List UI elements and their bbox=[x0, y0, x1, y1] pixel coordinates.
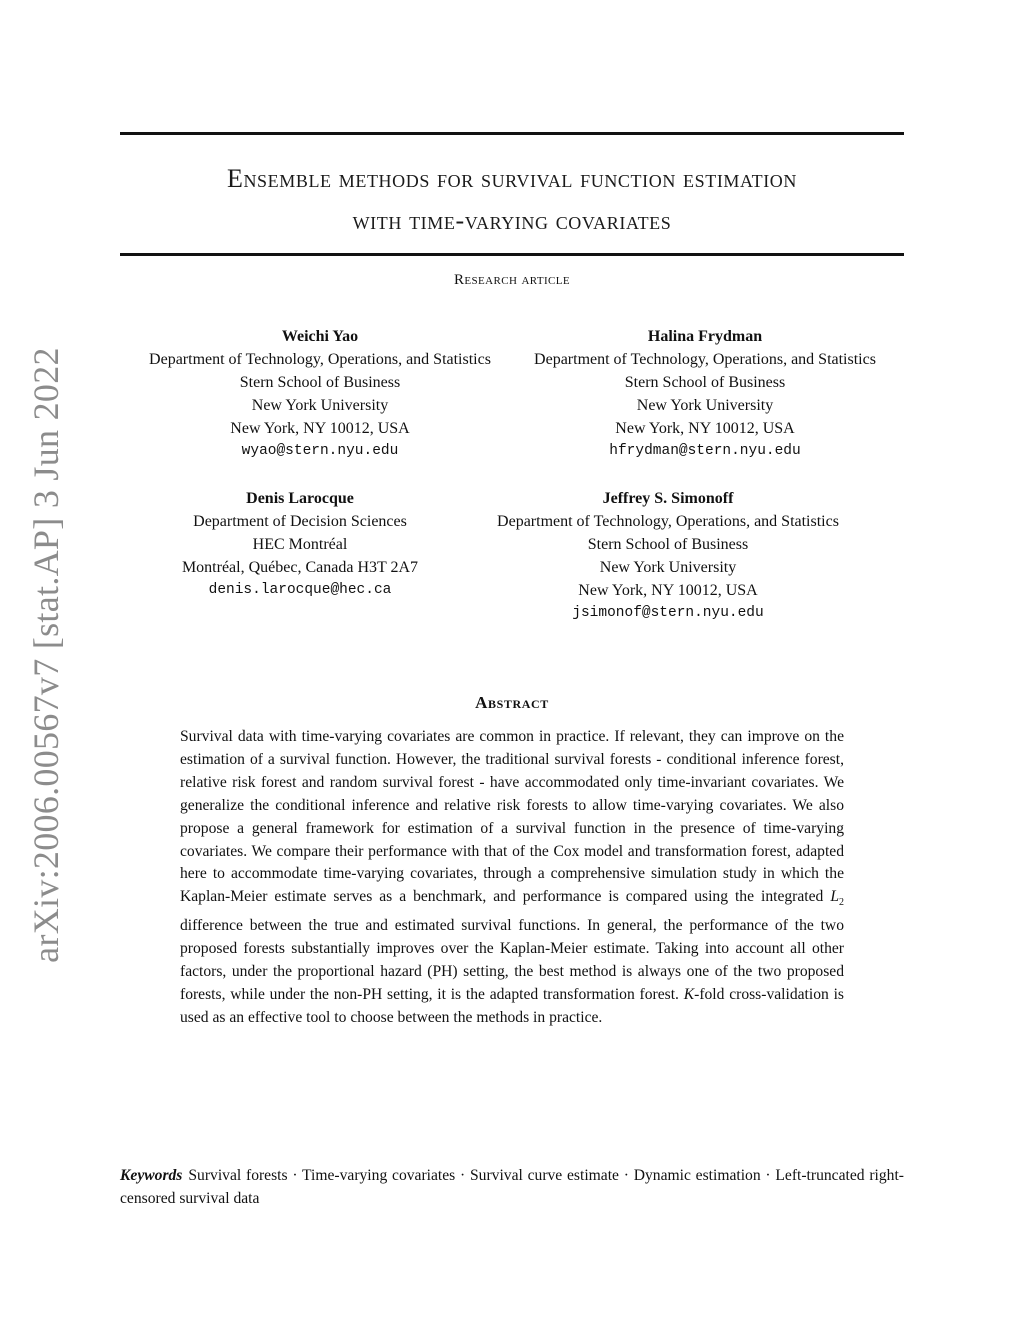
author-affiliation-line: New York, NY 10012, USA bbox=[615, 420, 795, 437]
author-affiliation-line: Department of Technology, Operations, and Statistics bbox=[497, 513, 839, 530]
author-affiliation-line: Department of Technology, Operations, and Statistics bbox=[149, 351, 491, 368]
math-symbol: K bbox=[683, 986, 695, 1004]
author-affiliation-line: New York, NY 10012, USA bbox=[230, 420, 410, 437]
author-email[interactable]: hfrydman@stern.nyu.edu bbox=[609, 443, 801, 459]
author-name: Denis Larocque bbox=[246, 490, 354, 507]
abstract-heading: Abstract bbox=[475, 693, 549, 712]
author-name: Halina Frydman bbox=[647, 328, 763, 345]
arxiv-side-stamp: arXiv:2006.00567v7 [stat.AP] 3 Jun 2022 bbox=[26, 347, 66, 963]
author-affiliation-line: Stern School of Business bbox=[587, 536, 749, 553]
keywords-label: Keywords bbox=[120, 1167, 183, 1184]
author-email[interactable]: wyao@stern.nyu.edu bbox=[241, 443, 399, 459]
paper-title bbox=[120, 158, 904, 242]
keywords bbox=[120, 1164, 904, 1210]
author-block bbox=[505, 325, 905, 463]
keywords-text: Survival forests · Time-varying covariates · Survival curve estimate · Dynamic estimation · Left-truncated right-censored survival data bbox=[120, 1167, 904, 1207]
title-line-2: with time-varying covariates bbox=[352, 206, 672, 235]
title-top-rule bbox=[120, 132, 904, 135]
title-line-1: Ensemble methods for survival function estimation bbox=[226, 164, 798, 193]
abstract-text: Survival data with time-varying covariates are common in practice. If relevant, they can improve on the estimation of a survival function. However, the traditional survival forests - conditional inference forest, relative risk forest and random survival forest - have accommodated only time-invariant covariates. We generalize the conditional inference and relative risk forests to allow time-varying covariates. We also propose a general framework for estimation of a survival function in the presence of time-varying covariates. We compare their performance with that of the Cox model and transformation forest, adapted here to accommodate time-varying covariates, through a comprehensive simulation study in which the Kaplan-Meier estimate serves as a benchmark, and performance is compared using the integrated bbox=[180, 728, 844, 906]
math-subscript: 2 bbox=[839, 897, 844, 909]
author-block bbox=[100, 487, 500, 602]
author-affiliation-line: New York University bbox=[251, 397, 389, 414]
author-affiliation-line: Stern School of Business bbox=[239, 374, 401, 391]
author-affiliation-line: Department of Decision Sciences bbox=[193, 513, 407, 530]
author-email[interactable]: denis.larocque@hec.ca bbox=[208, 582, 392, 598]
author-email[interactable]: jsimonof@stern.nyu.edu bbox=[572, 605, 764, 621]
article-type: Research article bbox=[453, 272, 571, 288]
author-affiliation-line: New York University bbox=[599, 559, 737, 576]
title-bottom-rule bbox=[120, 253, 904, 256]
author-name: Weichi Yao bbox=[281, 328, 359, 345]
abstract-text: difference between the true and estimated survival functions. In general, the performance of the two proposed forests substantially improves over the Kaplan-Meier estimate. Taking into account all other factors, under the proportional hazard (PH) setting, the best method is always one of the two proposed forests, while under the non-PH setting, it is the adapted transformation forest. bbox=[180, 917, 844, 1004]
math-symbol: L bbox=[830, 888, 839, 906]
author-block bbox=[468, 487, 868, 625]
author-block bbox=[120, 325, 520, 463]
author-name: Jeffrey S. Simonoff bbox=[602, 490, 734, 507]
author-affiliation-line: HEC Montréal bbox=[252, 536, 348, 553]
abstract-body bbox=[180, 726, 844, 1030]
author-affiliation-line: Department of Technology, Operations, and Statistics bbox=[534, 351, 876, 368]
author-affiliation-line: New York University bbox=[636, 397, 774, 414]
author-affiliation-line: Stern School of Business bbox=[624, 374, 786, 391]
abstract-text: -fold cross-validation is used as an effective tool to choose between the methods in practice. bbox=[180, 986, 844, 1026]
author-affiliation-line: New York, NY 10012, USA bbox=[578, 582, 758, 599]
author-affiliation-line: Montréal, Québec, Canada H3T 2A7 bbox=[181, 559, 419, 576]
